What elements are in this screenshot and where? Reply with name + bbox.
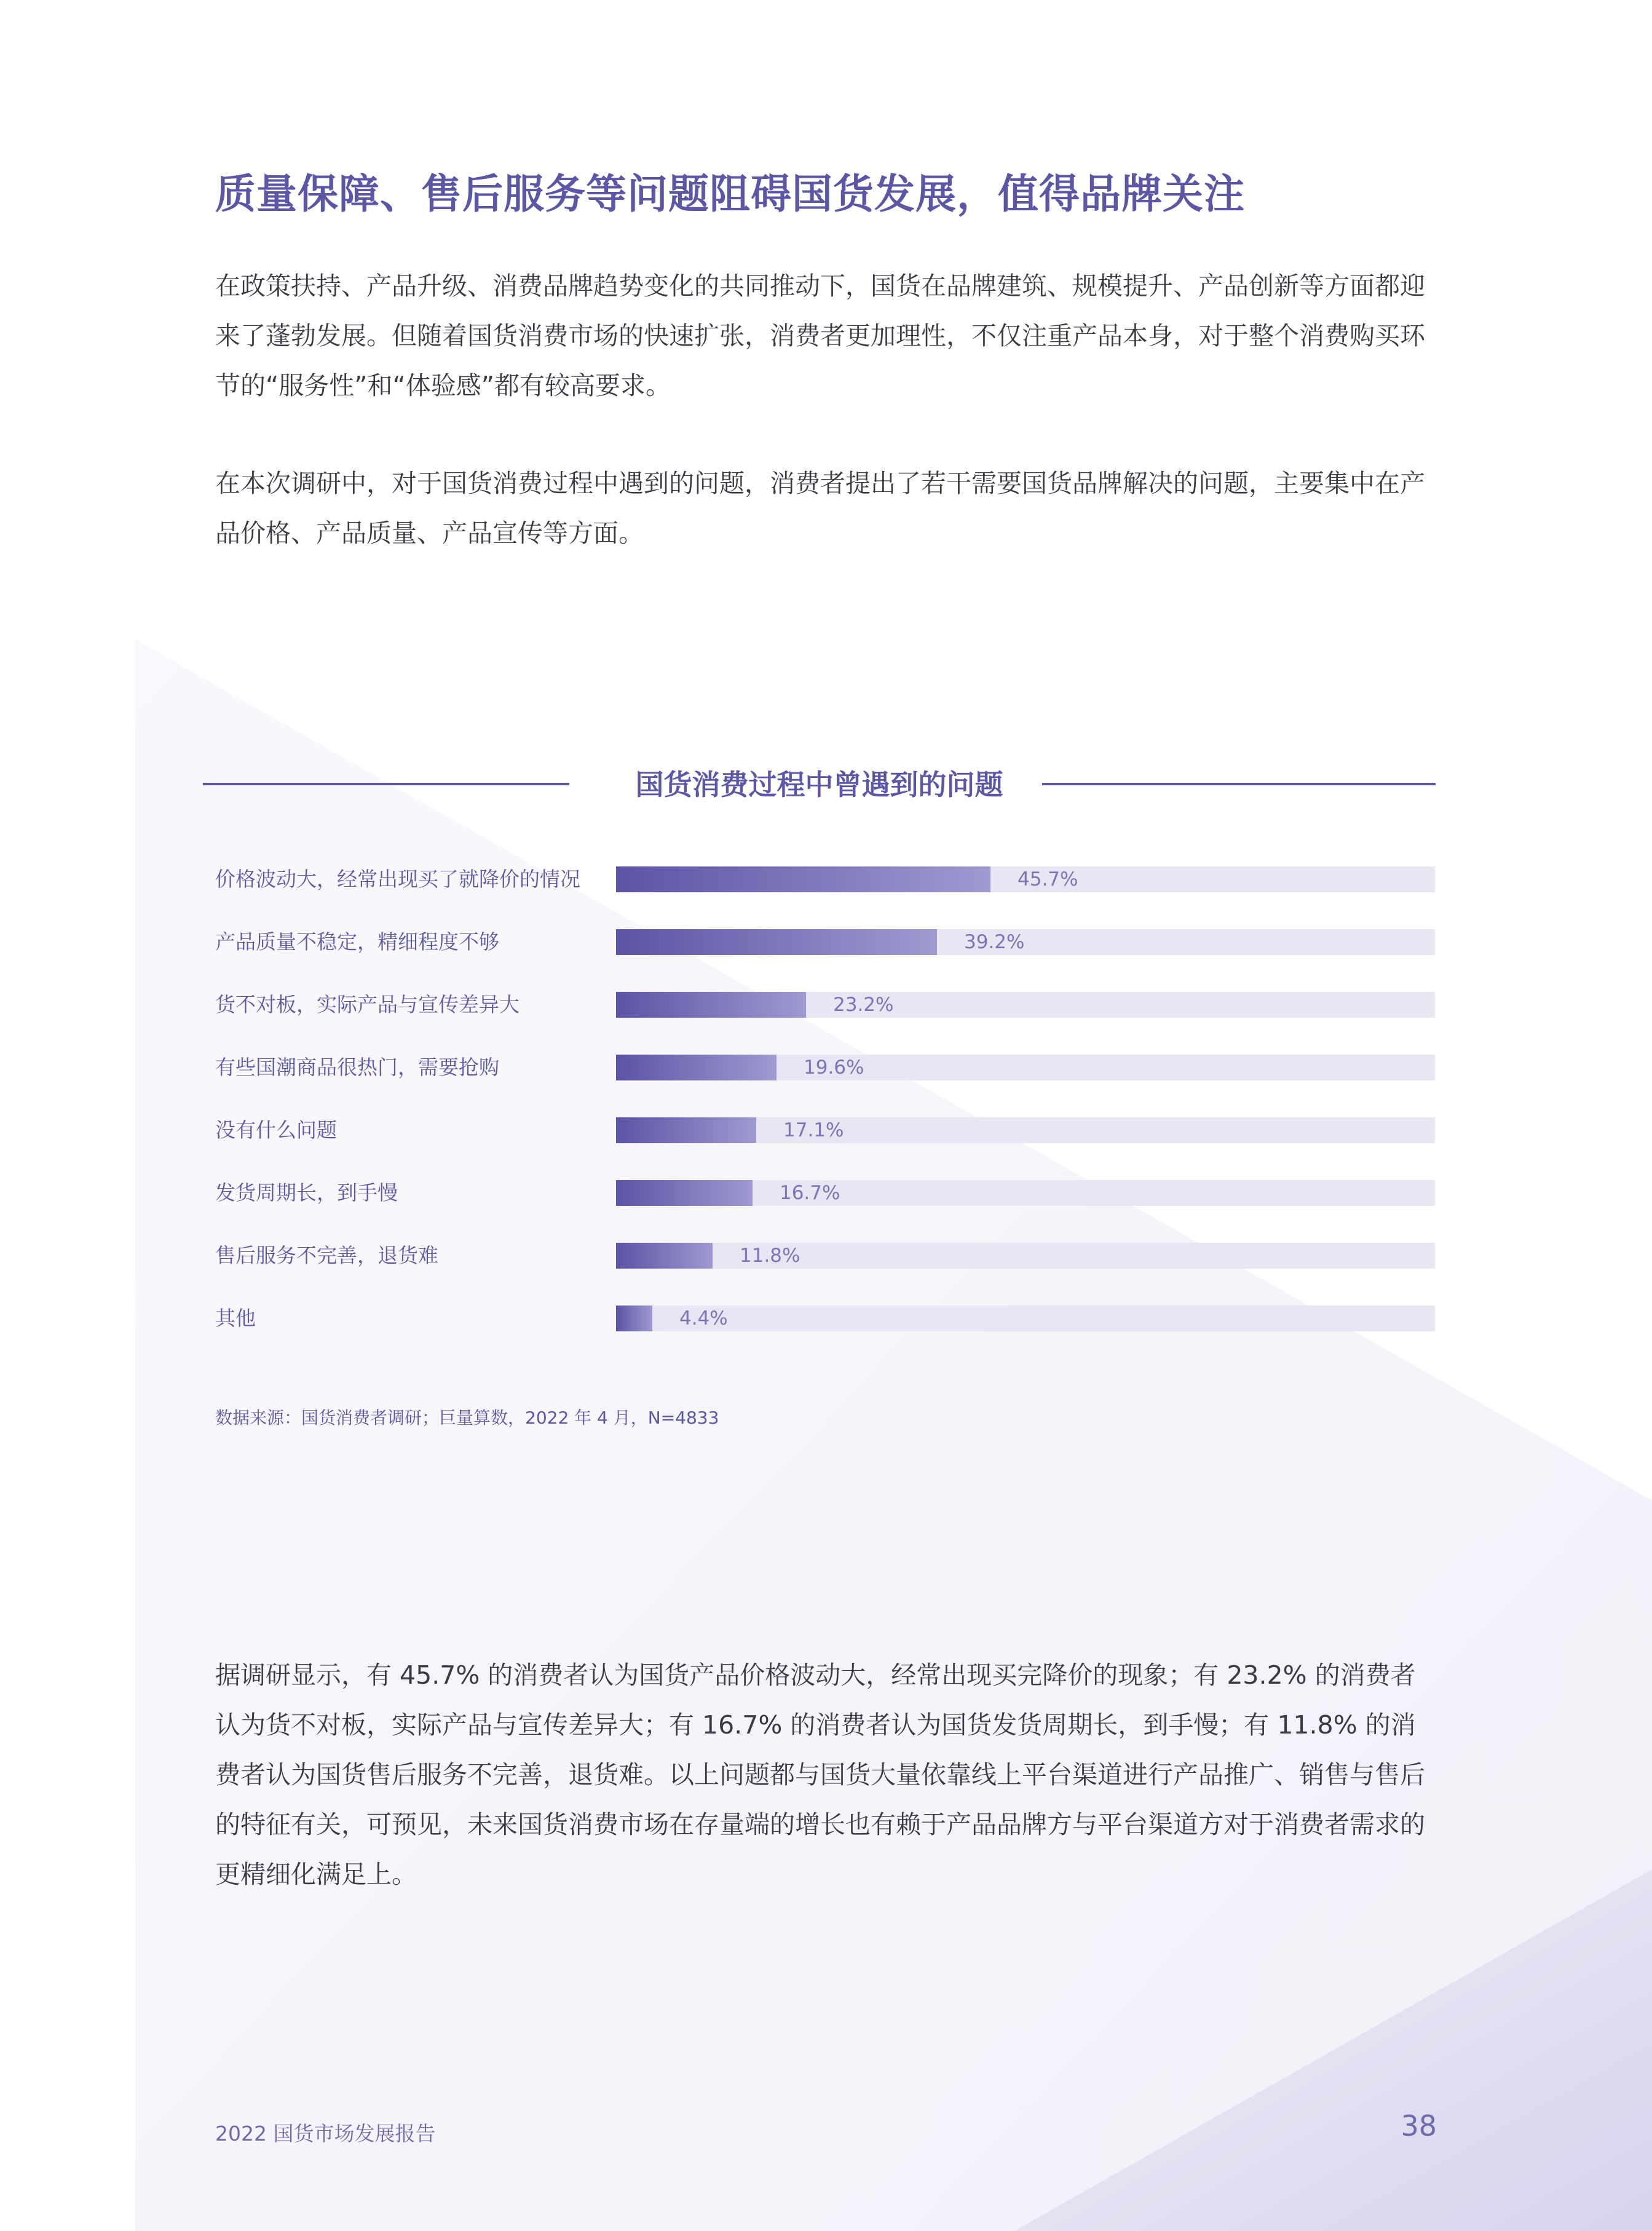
- bar-label: 没有什么问题: [215, 1118, 337, 1142]
- bar-label: 价格波动大，经常出现买了就降价的情况: [215, 867, 580, 891]
- bar-label: 其他: [215, 1306, 256, 1330]
- bar-value-label: 45.7%: [1018, 868, 1078, 890]
- bar-fill: [616, 1055, 777, 1080]
- bar-track: [616, 1180, 1435, 1206]
- bar-fill: [616, 1243, 713, 1269]
- bar-track: [616, 1055, 1435, 1080]
- bar-track: [616, 1117, 1435, 1143]
- bar-label: 发货周期长，到手慢: [215, 1181, 398, 1205]
- bar-fill: [616, 866, 990, 892]
- bar-value-label: 11.8%: [740, 1245, 800, 1267]
- footer-page-number: 38: [1401, 2109, 1437, 2142]
- bar-fill: [616, 992, 806, 1018]
- bar-fill: [616, 1180, 753, 1206]
- bar-label: 售后服务不完善，退货难: [215, 1243, 438, 1267]
- survey-paragraph: 在本次调研中，对于国货消费过程中遇到的问题，消费者提出了若干需要国货品牌解决的问题，主要集中在产品价格、产品质量、产品宣传等方面。: [215, 469, 1425, 548]
- bar-fill: [616, 1117, 756, 1143]
- bar-track: [616, 1306, 1435, 1331]
- bar-label: 有些国潮商品很热门，需要抢购: [215, 1055, 499, 1079]
- bar-value-label: 4.4%: [679, 1307, 728, 1329]
- bar-track: [616, 866, 1435, 892]
- bar-value-label: 17.1%: [783, 1119, 844, 1141]
- page-title: 质量保障、售后服务等问题阻碍国货发展，值得品牌关注: [215, 170, 1245, 218]
- chart-source: 数据来源：国货消费者调研；巨量算数，2022 年 4 月，N=4833: [215, 1408, 719, 1428]
- bar-track: [616, 929, 1435, 955]
- findings-paragraph: 据调研显示，有 45.7% 的消费者认为国货产品价格波动大，经常出现买完降价的现象；有 23.2% 的消费者认为货不对板，实际产品与宣传差异大；有 16.7% 的消费者认为国货发货周期长，到手慢；有 11.8% 的消费者认为国货售后服务不完善，退货难。以上问题都与国货大量依靠线上平台渠道进行产品推广、销售与售后的特征有关，可预见，未来国货消费市场在存量端的增长也有赖于产品品牌方与平台渠道方对于消费者需求的更精细化满足上。: [215, 1660, 1425, 1889]
- bar-value-label: 23.2%: [833, 994, 894, 1016]
- bar-track: [616, 992, 1435, 1018]
- bar-label: 产品质量不稳定，精细程度不够: [215, 930, 499, 954]
- bar-value-label: 39.2%: [964, 931, 1025, 953]
- chart-title: 国货消费过程中曾遇到的问题: [635, 768, 1003, 801]
- bar-label: 货不对板，实际产品与宣传差异大: [215, 993, 520, 1016]
- footer-report-name: 2022 国货市场发展报告: [215, 2122, 436, 2146]
- intro-paragraph: 在政策扶持、产品升级、消费品牌趋势变化的共同推动下，国货在品牌建筑、规模提升、产品创新等方面都迎来了蓬勃发展。但随着国货消费市场的快速扩张，消费者更加理性，不仅注重产品本身，对于整个消费购买环节的“服务性”和“体验感”都有较高要求。: [215, 271, 1425, 400]
- bar-track: [616, 1243, 1435, 1269]
- bar-value-label: 19.6%: [804, 1056, 864, 1079]
- bar-value-label: 16.7%: [780, 1182, 840, 1204]
- bar-fill: [616, 929, 937, 955]
- bar-fill: [616, 1306, 652, 1331]
